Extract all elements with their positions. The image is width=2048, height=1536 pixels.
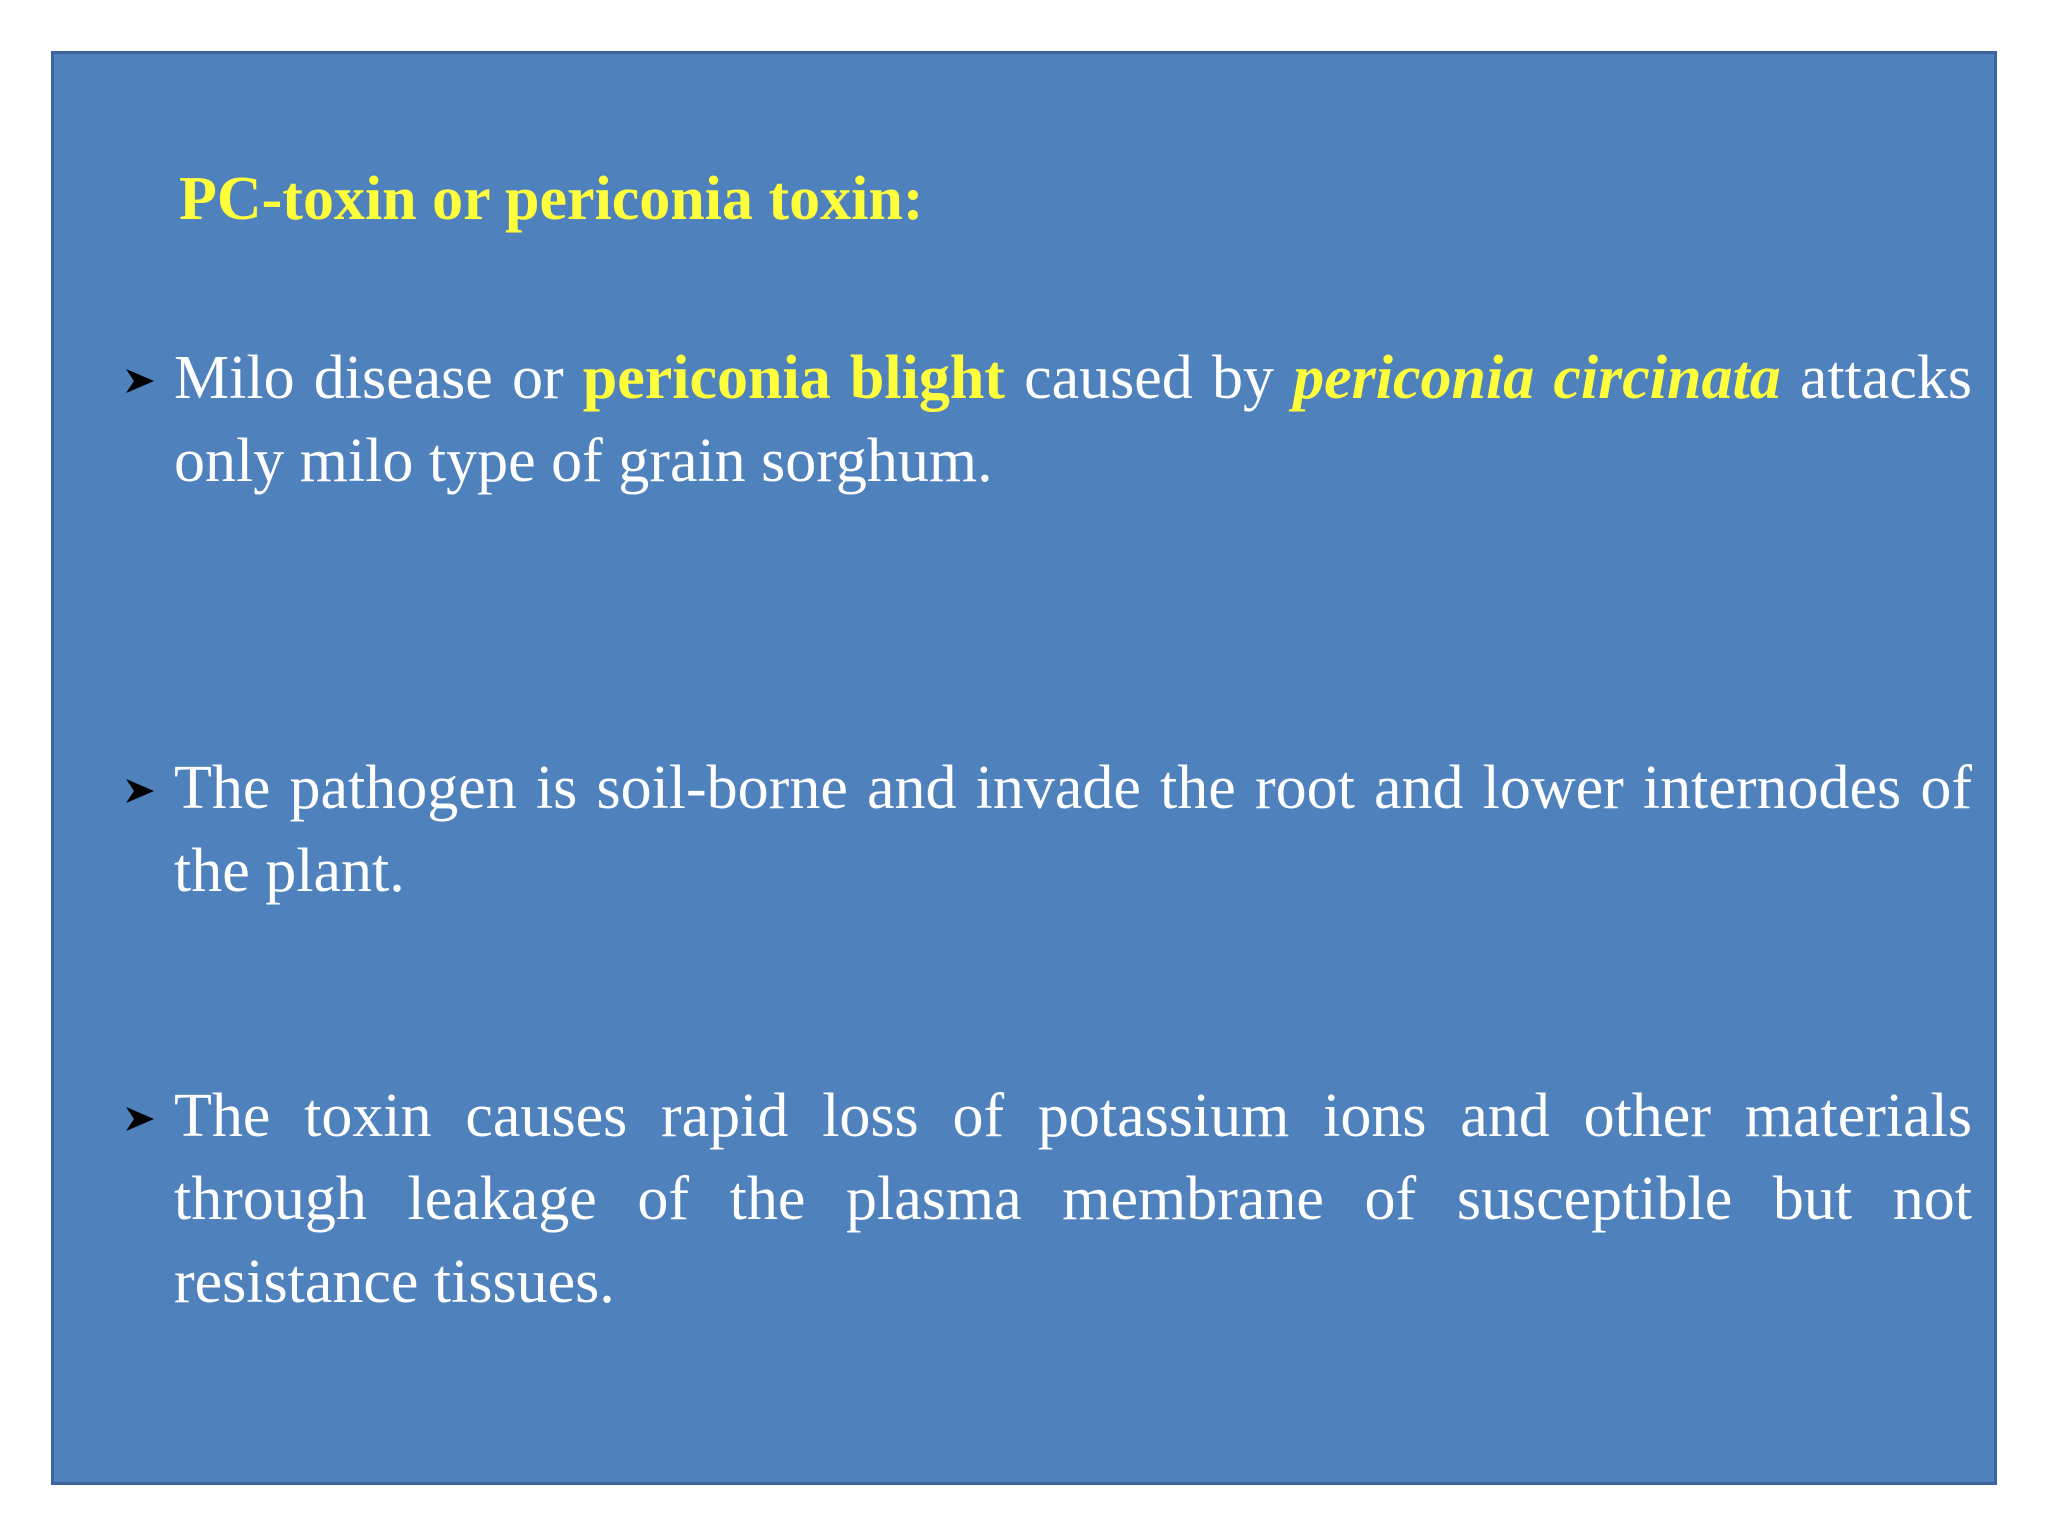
arrowhead-bullet-icon xyxy=(124,367,156,395)
bullet-text-part: caused by xyxy=(1004,344,1294,412)
bullet-text: The toxin causes rapid loss of potassium ions and other materials through leakage of the plasma membrane of susceptible but not resistance tissues. xyxy=(174,1082,1972,1316)
bullet-text: The pathogen is soil-borne and invade the root and lower internodes of the plant. xyxy=(174,754,1972,905)
slide-title: PC-toxin or periconia toxin: xyxy=(179,165,924,233)
arrowhead-bullet-icon xyxy=(124,1105,156,1133)
bullet-item-milo-disease xyxy=(124,337,1972,503)
bullet-text xyxy=(174,337,1972,503)
slide xyxy=(51,51,1997,1485)
highlight-periconia-circinata: periconia circinata xyxy=(1293,344,1781,412)
bullet-item-pathogen xyxy=(124,747,1972,913)
bullet-item-toxin-effect xyxy=(124,1075,1972,1324)
bullet-text-part: attacks only milo type of grain sorghum. xyxy=(174,344,1973,495)
bullet-text-part: Milo disease or xyxy=(174,344,583,412)
arrowhead-bullet-icon xyxy=(124,777,156,805)
highlight-periconia-blight: periconia blight xyxy=(582,344,1005,412)
